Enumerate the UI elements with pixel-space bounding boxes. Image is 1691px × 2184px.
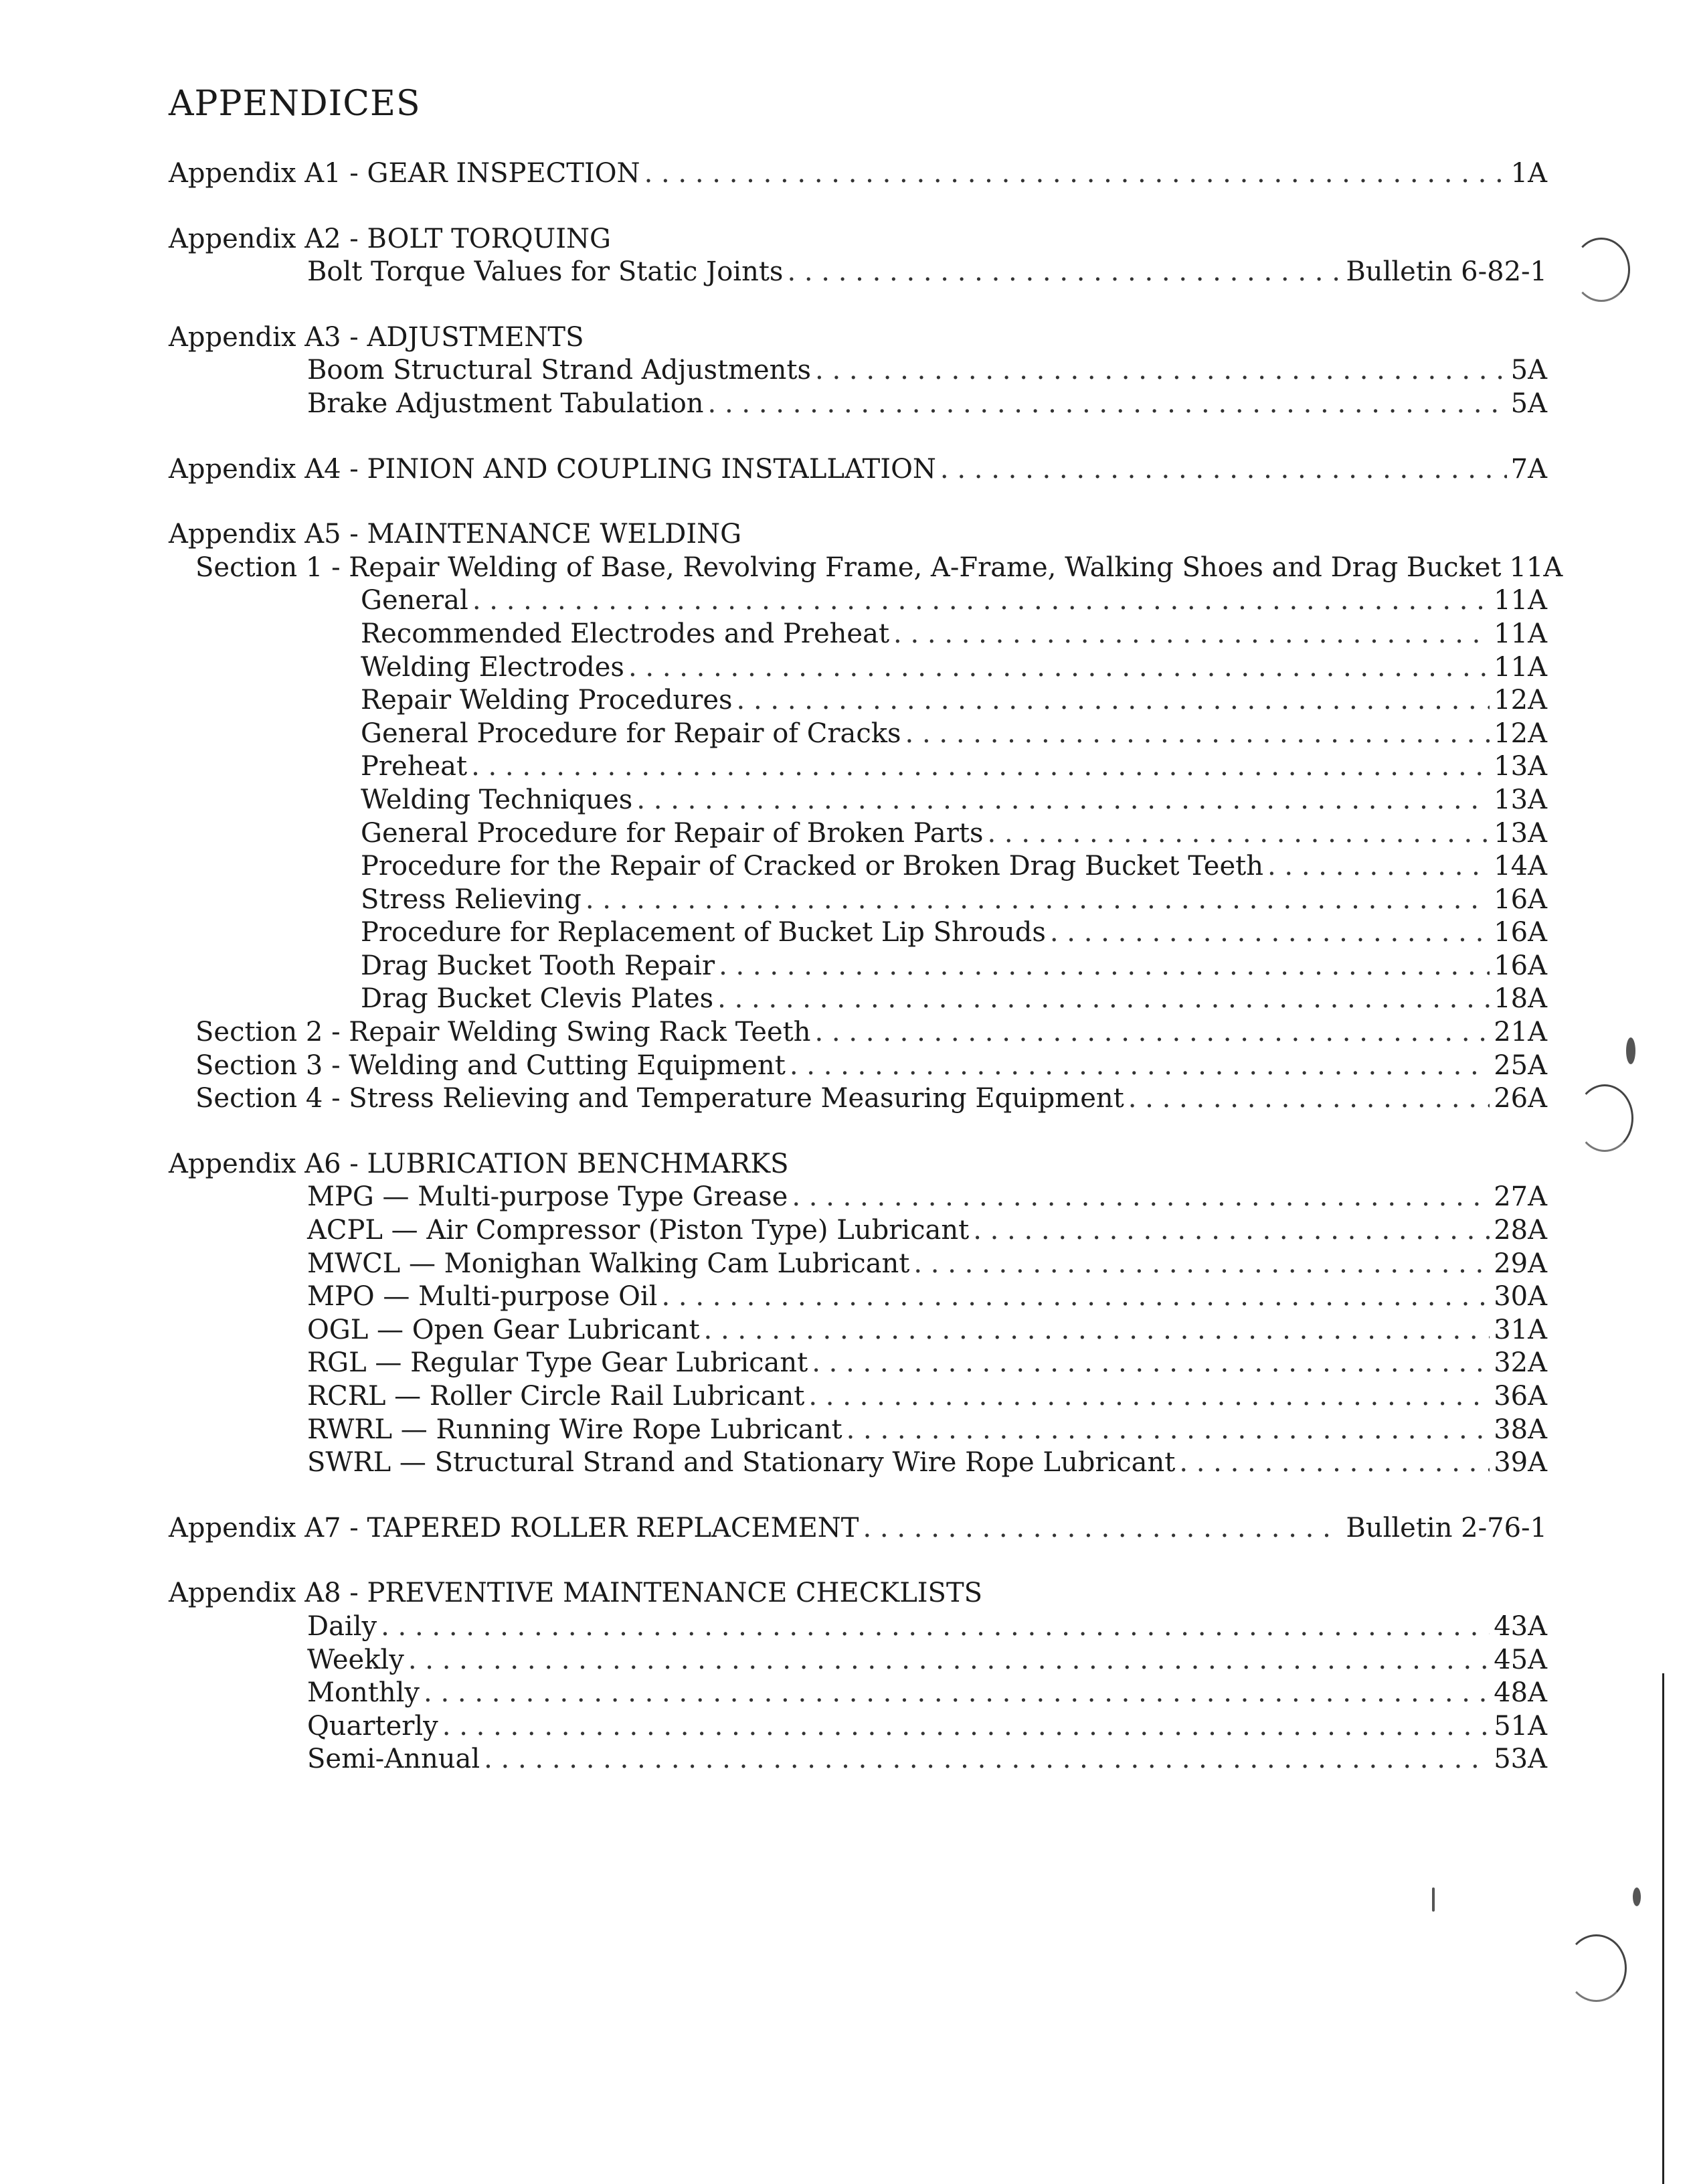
toc-entry[interactable]	[169, 1743, 1547, 1776]
toc-entry-label: Section 4 - Stress Relieving and Temperature Measuring Equipment	[195, 1083, 1124, 1114]
toc-entry-label: Welding Electrodes	[361, 651, 624, 683]
page-title: APPENDICES	[169, 84, 421, 124]
toc-entry-page: 30A	[1494, 1281, 1547, 1313]
toc-entry[interactable]	[169, 817, 1547, 851]
toc-entry[interactable]	[169, 1314, 1547, 1347]
dot-leader	[987, 817, 1490, 851]
toc-entry-page: 38A	[1494, 1414, 1547, 1445]
toc-entry[interactable]	[169, 584, 1547, 618]
toc-entry-label: Section 3 - Welding and Cutting Equipment	[195, 1049, 786, 1081]
toc-entry-label: Semi-Annual	[307, 1744, 480, 1775]
appendix-a6-group	[169, 1148, 1547, 1480]
appendix-a5-group	[169, 518, 1563, 1116]
toc-entry-appendix-a4[interactable]	[169, 453, 1547, 487]
dot-leader	[472, 584, 1490, 618]
toc-entry-label: Brake Adjustment Tabulation	[307, 388, 704, 419]
toc-entry-label: Monthly	[307, 1677, 420, 1709]
toc-heading-label: Appendix A2 - BOLT TORQUING	[169, 223, 611, 254]
toc-entry-page: 51A	[1494, 1710, 1547, 1742]
toc-entry-page: 13A	[1494, 751, 1547, 782]
toc-entry-page: 45A	[1494, 1644, 1547, 1675]
toc-entry-page: 5A	[1510, 388, 1547, 419]
dot-leader	[586, 884, 1490, 917]
toc-entry-page: 11A	[1509, 552, 1563, 583]
toc-entry-page: 21A	[1494, 1017, 1547, 1048]
toc-entry[interactable]	[169, 388, 1547, 421]
dot-leader	[719, 950, 1490, 983]
dot-leader	[787, 256, 1342, 289]
appendix-a4-group	[169, 453, 1547, 487]
toc-entry[interactable]	[169, 1280, 1547, 1314]
dot-leader	[1050, 916, 1490, 950]
toc-entry-label: General Procedure for Repair of Cracks	[361, 718, 901, 749]
dot-leader	[661, 1280, 1490, 1314]
toc-entry[interactable]	[169, 1446, 1547, 1480]
toc-entry[interactable]	[169, 1677, 1547, 1710]
toc-entry-label: General	[361, 585, 468, 616]
toc-entry[interactable]	[169, 1380, 1547, 1414]
toc-entry-page: 14A	[1494, 851, 1547, 882]
toc-heading-label: Appendix A5 - MAINTENANCE WELDING	[169, 519, 742, 550]
toc-heading-label: Appendix A8 - PREVENTIVE MAINTENANCE CHECKLISTS	[169, 1578, 983, 1609]
toc-entry-page: 32A	[1494, 1347, 1547, 1379]
dot-leader	[792, 1181, 1490, 1214]
toc-entry[interactable]	[169, 750, 1547, 784]
dot-leader	[1179, 1446, 1490, 1480]
toc-entry-page: Bulletin 6-82-1	[1346, 256, 1547, 288]
toc-entry-label: Drag Bucket Tooth Repair	[361, 950, 715, 981]
toc-entry[interactable]	[169, 1644, 1547, 1677]
binder-hole	[1576, 1084, 1633, 1152]
toc-entry-label: Appendix A4 - PINION AND COUPLING INSTALLATION	[169, 453, 936, 485]
dot-leader	[847, 1414, 1490, 1447]
toc-entry-label: Stress Relieving	[361, 884, 582, 915]
toc-entry-page: 11A	[1494, 585, 1547, 616]
dot-leader	[1128, 1082, 1490, 1116]
toc-entry-label: MWCL — Monighan Walking Cam Lubricant	[307, 1248, 910, 1279]
toc-section-entry[interactable]	[169, 1049, 1547, 1083]
dot-leader	[408, 1644, 1490, 1677]
toc-section-entry[interactable]	[169, 1016, 1547, 1049]
appendix-a1-group	[169, 157, 1547, 191]
toc-entry-label: Section 2 - Repair Welding Swing Rack Teeth	[195, 1017, 811, 1048]
toc-entry-label: OGL — Open Gear Lubricant	[307, 1314, 700, 1345]
toc-entry-appendix-a1[interactable]	[169, 157, 1547, 191]
toc-entry-label: Section 1 - Repair Welding of Base, Revolving Frame, A-Frame, Walking Shoes and Drag Bucket	[195, 552, 1502, 583]
toc-entry-page: 26A	[1494, 1083, 1547, 1114]
toc-entry-page: 28A	[1494, 1215, 1547, 1246]
toc-entry[interactable]	[169, 1414, 1547, 1447]
binder-hole	[1573, 238, 1630, 302]
dot-leader	[940, 453, 1507, 487]
toc-entry[interactable]	[169, 651, 1547, 685]
toc-entry-label: General Procedure for Repair of Broken Parts	[361, 817, 984, 849]
dot-leader	[808, 1380, 1490, 1414]
dot-leader	[484, 1743, 1490, 1776]
toc-entry[interactable]	[169, 916, 1547, 950]
toc-entry[interactable]	[169, 1710, 1547, 1744]
toc-entry-label: Preheat	[361, 751, 468, 782]
toc-entry-page: 25A	[1494, 1049, 1547, 1081]
toc-heading-label: Appendix A6 - LUBRICATION BENCHMARKS	[169, 1148, 789, 1179]
toc-entry-page: 39A	[1494, 1447, 1547, 1479]
toc-heading-appendix-a5[interactable]	[169, 518, 1547, 552]
appendix-a3-group	[169, 321, 1547, 421]
page-edge-line	[1662, 1673, 1664, 2184]
toc-entry-page: Bulletin 2-76-1	[1346, 1512, 1547, 1543]
dot-leader	[424, 1677, 1490, 1710]
toc-entry-label: SWRL — Structural Strand and Stationary Wire Rope Lubricant	[307, 1447, 1176, 1479]
dot-leader	[737, 684, 1490, 718]
toc-entry-page: 16A	[1494, 950, 1547, 981]
toc-entry-label: Recommended Electrodes and Preheat	[361, 618, 890, 649]
dot-leader	[704, 1314, 1490, 1347]
toc-entry-label: MPG — Multi-purpose Type Grease	[307, 1181, 788, 1213]
toc-entry-page: 5A	[1510, 355, 1547, 386]
toc-entry-page: 16A	[1494, 917, 1547, 948]
toc-entry-label: RWRL — Running Wire Rope Lubricant	[307, 1414, 842, 1445]
toc-section-entry[interactable]	[169, 552, 1563, 585]
dot-leader	[636, 784, 1490, 817]
toc-entry-label: MPO — Multi-purpose Oil	[307, 1281, 658, 1313]
toc-entry-label: Boom Structural Strand Adjustments	[307, 355, 812, 386]
toc-entry-label: RGL — Regular Type Gear Lubricant	[307, 1347, 808, 1379]
dot-leader	[644, 157, 1507, 191]
table-of-contents	[169, 157, 1563, 1809]
toc-entry[interactable]	[169, 256, 1547, 289]
toc-entry[interactable]	[169, 684, 1547, 718]
dot-leader	[442, 1710, 1490, 1744]
toc-entry[interactable]	[169, 1181, 1547, 1214]
toc-entry-appendix-a7[interactable]	[169, 1512, 1547, 1545]
toc-entry-page: 12A	[1494, 685, 1547, 716]
toc-entry-label: Procedure for the Repair of Cracked or Broken Drag Bucket Teeth	[361, 851, 1263, 882]
toc-heading-label: Appendix A3 - ADJUSTMENTS	[169, 321, 584, 353]
toc-entry-page: 31A	[1494, 1314, 1547, 1345]
toc-entry-page: 27A	[1494, 1181, 1547, 1213]
toc-entry-label: Appendix A7 - TAPERED ROLLER REPLACEMENT	[169, 1512, 859, 1543]
toc-entry-page: 1A	[1510, 158, 1547, 189]
toc-entry-label: Weekly	[307, 1644, 404, 1675]
toc-entry-label: RCRL — Roller Circle Rail Lubricant	[307, 1381, 805, 1412]
dot-leader	[863, 1512, 1342, 1545]
appendix-a8-group	[169, 1577, 1547, 1776]
dot-leader	[815, 354, 1507, 388]
toc-entry[interactable]	[169, 1214, 1547, 1248]
toc-entry[interactable]	[169, 983, 1547, 1016]
toc-entry[interactable]	[169, 1610, 1547, 1644]
scan-speck	[1626, 1037, 1635, 1064]
toc-entry-label: Procedure for Replacement of Bucket Lip Shrouds	[361, 917, 1046, 948]
toc-entry-page: 7A	[1510, 453, 1547, 485]
dot-leader	[893, 618, 1490, 651]
toc-heading-appendix-a2[interactable]	[169, 223, 1547, 256]
toc-entry[interactable]	[169, 618, 1547, 651]
toc-heading-appendix-a6[interactable]	[169, 1148, 1547, 1181]
toc-entry-label: Quarterly	[307, 1710, 438, 1742]
toc-entry-label: Bolt Torque Values for Static Joints	[307, 256, 784, 288]
toc-section-entry[interactable]	[169, 1082, 1547, 1116]
toc-entry-label: Welding Techniques	[361, 784, 633, 815]
toc-entry[interactable]	[169, 1248, 1547, 1281]
dot-leader	[471, 750, 1490, 784]
toc-entry-page: 29A	[1494, 1248, 1547, 1279]
dot-leader	[905, 718, 1490, 751]
toc-heading-appendix-a8[interactable]	[169, 1577, 1547, 1610]
toc-heading-appendix-a3[interactable]	[169, 321, 1547, 355]
dot-leader	[717, 983, 1490, 1016]
toc-entry[interactable]	[169, 950, 1547, 983]
toc-entry-page: 13A	[1494, 817, 1547, 849]
toc-entry-label: Daily	[307, 1610, 377, 1642]
appendix-a2-group	[169, 223, 1547, 289]
toc-entry-page: 36A	[1494, 1381, 1547, 1412]
toc-entry-page: 16A	[1494, 884, 1547, 915]
toc-entry[interactable]	[169, 784, 1547, 817]
dot-leader	[708, 388, 1507, 421]
toc-entry-label: ACPL — Air Compressor (Piston Type) Lubricant	[307, 1215, 970, 1246]
dot-leader	[381, 1610, 1490, 1644]
toc-entry-page: 12A	[1494, 718, 1547, 749]
toc-entry-page: 43A	[1494, 1610, 1547, 1642]
toc-entry-page: 53A	[1494, 1744, 1547, 1775]
appendix-a7-group	[169, 1512, 1547, 1545]
dot-leader	[628, 651, 1490, 685]
toc-entry-page: 18A	[1494, 983, 1547, 1015]
toc-entry[interactable]	[169, 1347, 1547, 1380]
dot-leader	[913, 1248, 1490, 1281]
toc-entry-page: 11A	[1494, 651, 1547, 683]
toc-entry[interactable]	[169, 354, 1547, 388]
dot-leader	[973, 1214, 1490, 1248]
binder-hole	[1566, 1934, 1627, 2002]
toc-entry-page: 48A	[1494, 1677, 1547, 1709]
toc-entry-label: Appendix A1 - GEAR INSPECTION	[169, 158, 640, 189]
toc-entry[interactable]	[169, 884, 1547, 917]
toc-entry-label: Drag Bucket Clevis Plates	[361, 983, 714, 1015]
scan-speck	[1633, 1887, 1641, 1906]
toc-entry[interactable]	[169, 850, 1547, 884]
dot-leader	[790, 1049, 1490, 1083]
toc-entry[interactable]	[169, 718, 1547, 751]
toc-entry-label: Repair Welding Procedures	[361, 685, 733, 716]
scan-speck	[1432, 1887, 1435, 1912]
toc-entry-page: 11A	[1494, 618, 1547, 649]
dot-leader	[814, 1016, 1490, 1049]
toc-entry-page: 13A	[1494, 784, 1547, 815]
dot-leader	[812, 1347, 1490, 1380]
dot-leader	[1267, 850, 1490, 884]
